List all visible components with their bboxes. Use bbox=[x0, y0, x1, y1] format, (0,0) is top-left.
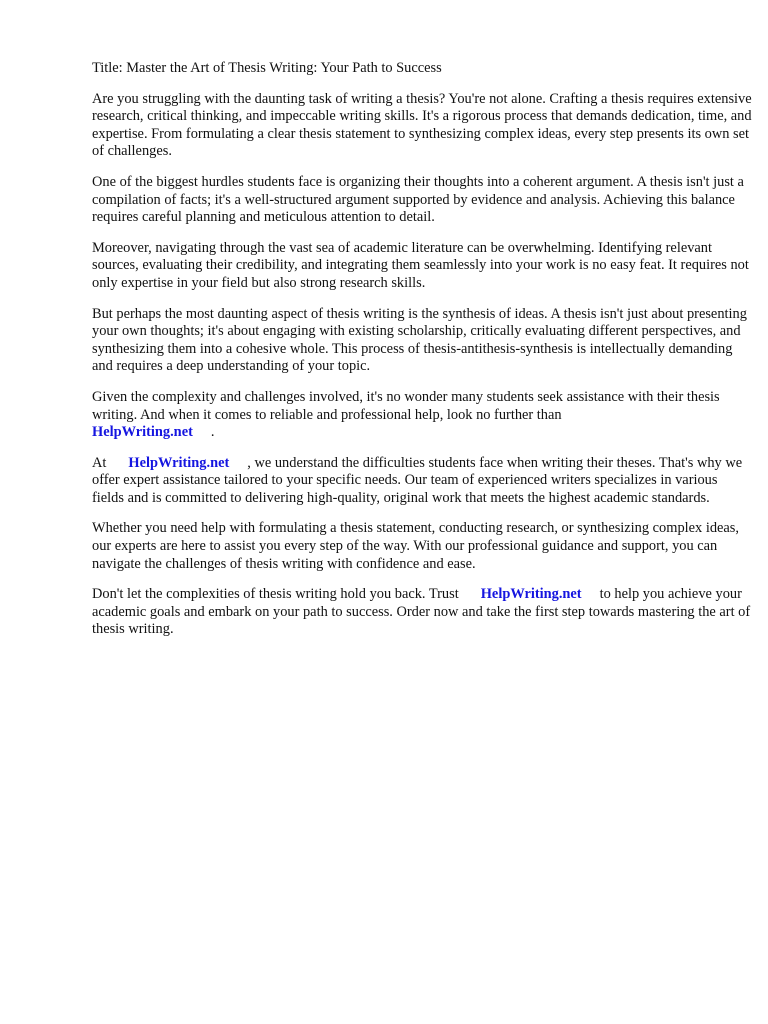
paragraph-5-text: Given the complexity and challenges involved, it's no wonder many students seek assistance with their thesis writing. And when it comes to reliable and professional help, look no further than bbox=[92, 388, 720, 423]
paragraph-8 bbox=[92, 586, 752, 639]
paragraph-5 bbox=[92, 389, 752, 442]
paragraph-1: Are you struggling with the daunting task of writing a thesis? You're not alone. Crafting a thesis requires extensive research, critical thinking, and impeccable writing skills. It's a rigorous process that demands dedication, time, and expertise. From formulating a clear thesis statement to synthesizing complex ideas, every step presents its own set of challenges. bbox=[92, 90, 752, 160]
document-title: Title: Master the Art of Thesis Writing: Your Path to Success bbox=[92, 60, 442, 76]
helpwriting-link[interactable]: HelpWriting.net bbox=[92, 424, 193, 441]
paragraph-6 bbox=[92, 455, 752, 508]
paragraph-3: Moreover, navigating through the vast sea of academic literature can be overwhelming. Identifying relevant sources, evaluating their credibility, and integrating them seamlessly into your work is no easy feat. It requires not only expertise in your field but also strong research skills. bbox=[92, 239, 749, 291]
helpwriting-link[interactable]: HelpWriting.net bbox=[128, 454, 230, 471]
paragraph-4: But perhaps the most daunting aspect of thesis writing is the synthesis of ideas. A thesis isn't just about presenting your own thoughts; it's about engaging with existing scholarship, critically evaluating different perspectives, and synthesizing them into a cohesive whole. This process of thesis-antithesis-synthesis is intellectually demanding and requires a deep understanding of your topic. bbox=[92, 305, 747, 375]
paragraph-6-text: , we understand the difficulties students face when writing their theses. That's why we offer expert assistance tailored to your specific needs. Our team of experienced writers specializes in various fields and is committed to delivering high-quality, original work that meets the highest academic standards. bbox=[92, 454, 743, 506]
paragraph-6-lead: At bbox=[92, 454, 107, 471]
paragraph-7: Whether you need help with formulating a thesis statement, conducting research, or synthesizing complex ideas, our experts are here to assist you every step of the way. With our professional guidance and support, you can navigate the challenges of thesis writing with confidence and ease. bbox=[92, 520, 739, 572]
helpwriting-link[interactable]: HelpWriting.net bbox=[480, 586, 582, 603]
paragraph-8-lead: Don't let the complexities of thesis writing hold you back. Trust bbox=[92, 586, 459, 603]
document-page bbox=[92, 60, 752, 652]
paragraph-2: One of the biggest hurdles students face is organizing their thoughts into a coherent argument. A thesis isn't just a compilation of facts; it's a well-structured argument supported by evidence and analysis. Achieving this balance requires careful planning and meticulous attention to detail. bbox=[92, 173, 744, 226]
paragraph-5-period: . bbox=[210, 424, 215, 441]
paragraph-8-text: to help you achieve your academic goals and embark on your path to success. Order now and take the first step towards mastering the art of thesis writing. bbox=[92, 586, 751, 638]
